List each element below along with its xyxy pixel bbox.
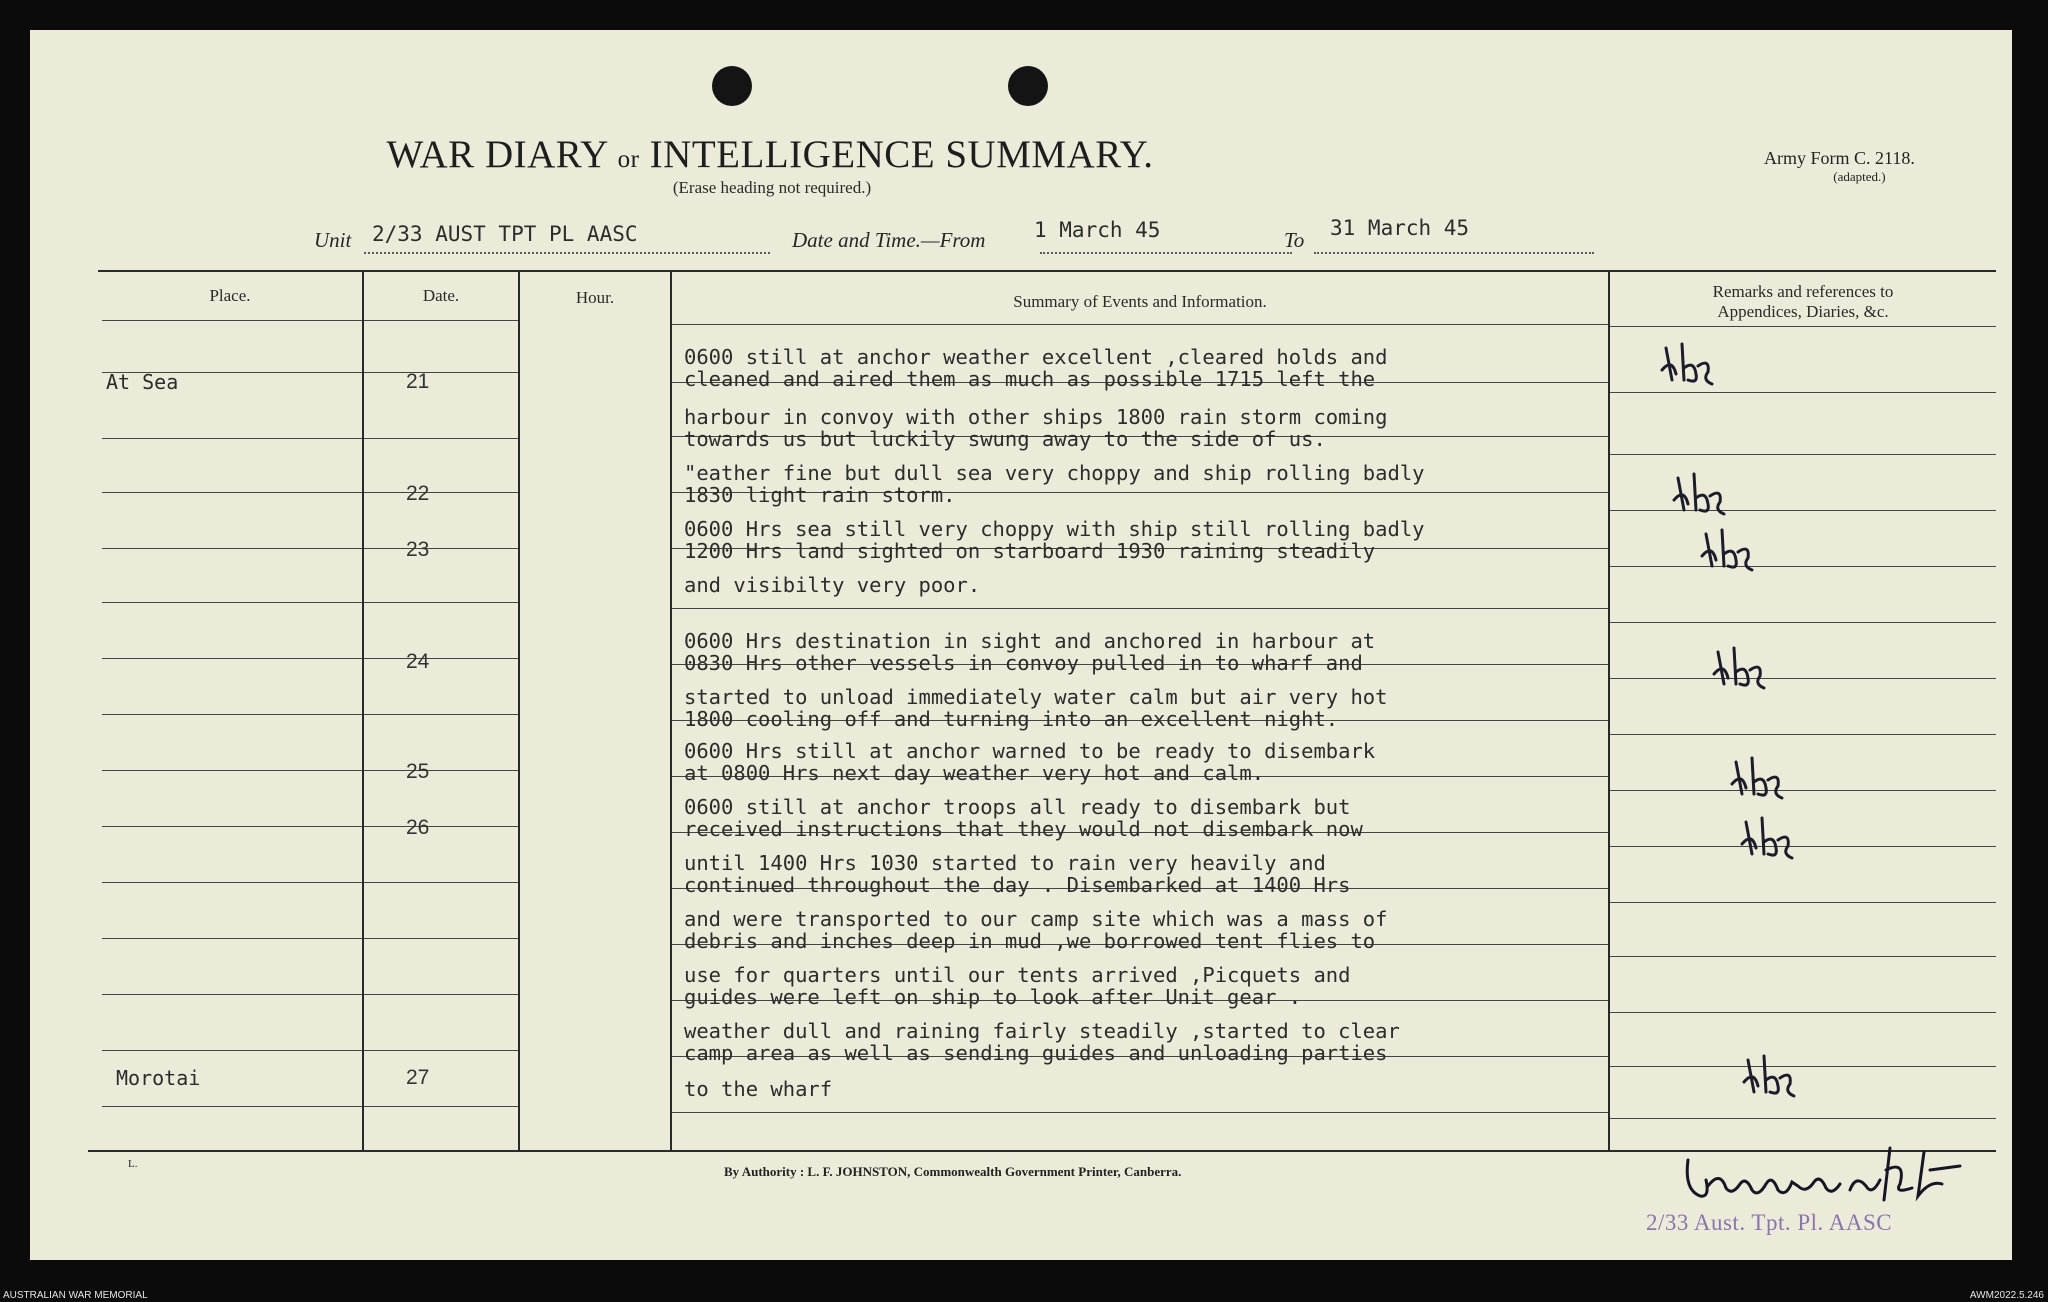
row-line [672, 324, 1608, 325]
summary-line: towards us but luckily swung away to the side of us. [684, 427, 1326, 451]
initials-mark [1710, 644, 1774, 690]
to-label: To [1284, 228, 1305, 252]
row-line [1610, 622, 1996, 623]
summary-line: started to unload immediately water calm but air very hot [684, 685, 1388, 709]
summary-line: continued throughout the day . Disembarked at 1400 Hrs [684, 873, 1351, 897]
summary-line: 0600 still at anchor weather excellent ,cleared holds and [684, 345, 1388, 369]
row-line [102, 658, 362, 659]
summary-line: until 1400 Hrs 1030 started to rain very heavily and [684, 851, 1326, 875]
row-line [1610, 326, 1996, 327]
row-line [1610, 956, 1996, 957]
summary-line: use for quarters until our tents arrived ,Picquets and [684, 963, 1351, 987]
row-line [364, 492, 518, 493]
from-dotline [1040, 252, 1292, 254]
printer-authority: By Authority : L. F. JOHNSTON, Commonwealth Government Printer, Canberra. [724, 1164, 1182, 1179]
col-divider-hour [518, 272, 520, 1150]
initials-mark [1740, 1052, 1804, 1098]
row-line [1610, 1118, 1996, 1119]
title-note: (Erase heading not required.) [672, 178, 872, 197]
summary-line: cleaned and aired them as much as possible 1715 left the [684, 367, 1376, 391]
summary-line: at 0800 Hrs next day weather very hot and calm. [684, 761, 1265, 785]
row-line [1610, 566, 1996, 567]
col-divider-date [362, 272, 364, 1150]
row-line [1610, 454, 1996, 455]
army-form-label [1764, 148, 1915, 185]
summary-line: and were transported to our camp site which was a mass of [684, 907, 1388, 931]
archive-bar [0, 1290, 2048, 1302]
summary-line: harbour in convoy with other ships 1800 rain storm coming [684, 405, 1388, 429]
row-line [1610, 902, 1996, 903]
remarks-header-line-2: Appendices, Diaries, &c. [1717, 302, 1889, 321]
summary-line: 1830 light rain storm. [684, 483, 956, 507]
summary-line: "eather fine but dull sea very choppy and ship rolling badly [684, 461, 1425, 485]
row-line [364, 770, 518, 771]
row-line [364, 372, 518, 373]
initials-mark [1728, 754, 1792, 800]
place-morotai: Morotai [116, 1066, 201, 1090]
date-23: 23 [406, 538, 430, 561]
col-divider-summary [670, 272, 672, 1150]
summary-line: 0600 Hrs still at anchor warned to be ready to disembark [684, 739, 1376, 763]
row-line [102, 882, 362, 883]
row-line [364, 602, 518, 603]
archive-name: AUSTRALIAN WAR MEMORIAL [3, 1290, 148, 1301]
row-line [102, 994, 362, 995]
remarks-header-line-1: Remarks and references to [1712, 282, 1894, 301]
summary-line: debris and inches deep in mud ,we borrowed tent flies to [684, 929, 1376, 953]
unit-stamp: 2/33 Aust. Tpt. Pl. AASC [1646, 1210, 1893, 1235]
row-line [1610, 846, 1996, 847]
summary-line: 0830 Hrs other vessels in convoy pulled in to wharf and [684, 651, 1363, 675]
row-line [364, 1050, 518, 1051]
summary-line: 1800 cooling off and turning into an excellent night. [684, 707, 1339, 731]
date-26: 26 [406, 816, 430, 839]
punch-hole-left [712, 66, 752, 106]
row-line [364, 826, 518, 827]
army-form-name: Army Form C. 2118. [1764, 148, 1915, 168]
unit-dotline [364, 252, 770, 254]
date-22: 22 [406, 482, 430, 505]
row-line [364, 1106, 518, 1107]
date-21: 21 [406, 370, 430, 393]
row-line [102, 492, 362, 493]
date-time-label: Date and Time.—From [792, 228, 986, 252]
punch-hole-right [1008, 66, 1048, 106]
column-header-date: Date. [422, 286, 460, 305]
row-line [102, 938, 362, 939]
table-top-rule [98, 270, 1996, 272]
row-line [102, 1050, 362, 1051]
summary-line: weather dull and raining fairly steadily ,started to clear [684, 1019, 1400, 1043]
date-27: 27 [406, 1066, 430, 1089]
row-line [364, 938, 518, 939]
title-intelligence-summary: INTELLIGENCE SUMMARY. [649, 133, 1154, 176]
row-line [364, 882, 518, 883]
summary-line: 0600 Hrs destination in sight and anchored in harbour at [684, 629, 1376, 653]
to-value: 31 March 45 [1330, 216, 1470, 240]
row-line [102, 438, 362, 439]
signature [1680, 1140, 1990, 1210]
summary-line: guides were left on ship to look after Unit gear . [684, 985, 1302, 1009]
summary-line: 0600 Hrs sea still very choppy with ship still rolling badly [684, 517, 1425, 541]
initials-mark [1698, 526, 1762, 572]
title-or: or [617, 146, 640, 173]
row-line [1610, 392, 1996, 393]
place-at-sea: At Sea [106, 370, 179, 394]
date-25: 25 [406, 760, 430, 783]
row-line [1610, 1012, 1996, 1013]
form-code: L. [128, 1158, 138, 1170]
row-line [364, 320, 518, 321]
column-header-summary: Summary of Events and Information. [1013, 292, 1267, 311]
column-header-place: Place. [209, 286, 251, 305]
diary-page [30, 30, 2012, 1260]
row-line [1610, 678, 1996, 679]
row-line [364, 994, 518, 995]
col-divider-remarks [1608, 272, 1610, 1150]
to-dotline [1314, 252, 1594, 254]
row-line [1610, 510, 1996, 511]
row-line [102, 548, 362, 549]
column-header-remarks [1610, 282, 1996, 322]
row-line [102, 1106, 362, 1107]
row-line [1610, 790, 1996, 791]
summary-line: 1200 Hrs land sighted on starboard 1930 raining steadily [684, 539, 1376, 563]
unit-label: Unit [314, 228, 352, 252]
row-line [364, 658, 518, 659]
initials-mark [1670, 470, 1734, 516]
summary-line: to the wharf [684, 1077, 833, 1101]
initials-mark [1658, 340, 1722, 386]
row-line [364, 438, 518, 439]
summary-line: received instructions that they would not disembark now [684, 817, 1363, 841]
row-line [102, 714, 362, 715]
row-line [102, 320, 362, 321]
summary-line: and visibilty very poor. [684, 573, 981, 597]
row-line [364, 714, 518, 715]
army-form-adapted: (adapted.) [1833, 169, 1886, 184]
column-header-hour: Hour. [575, 288, 615, 307]
title-war-diary: WAR DIARY [386, 133, 608, 176]
from-value: 1 March 45 [1034, 218, 1161, 242]
summary-line: camp area as well as sending guides and unloading parties [684, 1041, 1388, 1065]
date-24: 24 [406, 650, 430, 673]
unit-value: 2/33 AUST TPT PL AASC [372, 222, 638, 246]
row-line [102, 826, 362, 827]
row-line [102, 770, 362, 771]
row-line [672, 608, 1608, 609]
form-title [30, 132, 1510, 177]
row-line [672, 1112, 1608, 1113]
summary-line: 0600 still at anchor troops all ready to disembark but [684, 795, 1351, 819]
row-line [102, 602, 362, 603]
archive-reference: AWM2022.5.246 [1969, 1290, 2044, 1301]
row-line [1610, 734, 1996, 735]
row-line [364, 548, 518, 549]
initials-mark [1738, 814, 1802, 860]
